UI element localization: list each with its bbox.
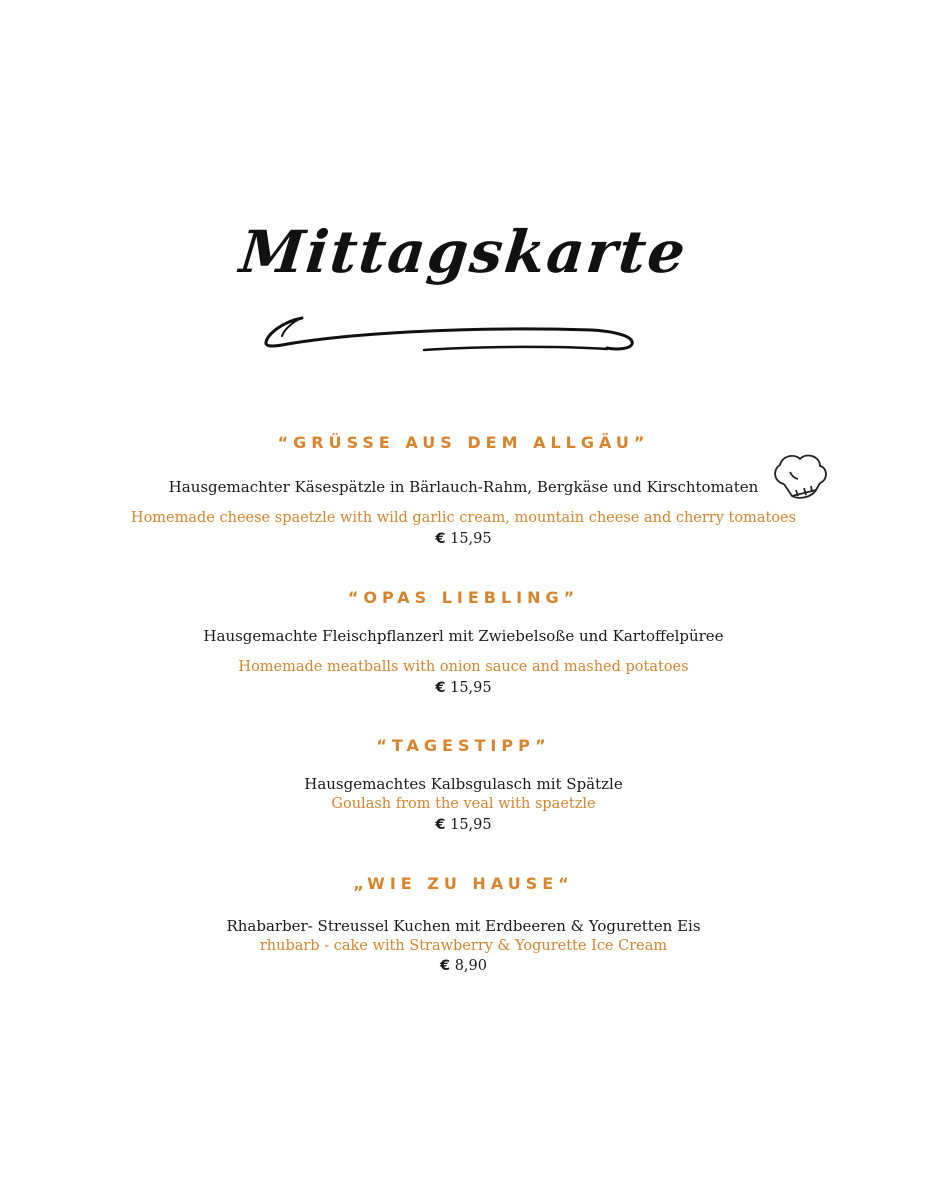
dish-name-german: Rhabarber- Streussel Kuchen mit Erdbeeren & Yoguretten Eis	[226, 917, 701, 935]
menu-section-4	[0, 874, 927, 974]
menu-section-3	[0, 736, 927, 833]
dish-name-german: Hausgemachter Käsespätzle in Bärlauch-Rahm, Bergkäse und Kirschtomaten	[168, 478, 759, 496]
dish-name-german: Hausgemachte Fleischpflanzerl mit Zwiebelsoße und Kartoffelpüree	[203, 627, 724, 645]
price	[0, 817, 927, 833]
dish-name-english: Homemade cheese spaetzle with wild garlic cream, mountain cheese and cherry tomatoes	[130, 510, 797, 526]
menu-section-2	[0, 588, 927, 696]
currency-symbol: €	[435, 531, 446, 547]
price	[0, 680, 927, 696]
price-value: 8,90	[454, 958, 487, 974]
menu-section-1	[0, 433, 927, 547]
price-value: 15,95	[450, 531, 492, 547]
dish-name-english: Goulash from the veal with spaetzle	[331, 796, 596, 812]
swash-underline-icon	[262, 312, 642, 362]
section-heading: “GRÜSSE AUS DEM ALLGÄU”	[277, 433, 650, 452]
price	[0, 531, 927, 547]
page-title: Mittagskarte	[236, 218, 691, 286]
section-heading: “TAGESTIPP”	[376, 736, 551, 755]
dish-name-german: Hausgemachtes Kalbsgulasch mit Spätzle	[304, 775, 623, 793]
dish-name-english: rhubarb - cake with Strawberry & Yogurette Ice Cream	[259, 938, 668, 954]
section-heading: “OPAS LIEBLING”	[347, 588, 580, 607]
dish-name-english: Homemade meatballs with onion sauce and mashed potatoes	[238, 659, 689, 675]
price-value: 15,95	[450, 817, 492, 833]
currency-symbol: €	[440, 958, 451, 974]
price	[0, 958, 927, 974]
currency-symbol: €	[435, 817, 446, 833]
currency-symbol: €	[435, 680, 446, 696]
price-value: 15,95	[450, 680, 492, 696]
section-heading: „WIE ZU HAUSE“	[353, 874, 574, 893]
